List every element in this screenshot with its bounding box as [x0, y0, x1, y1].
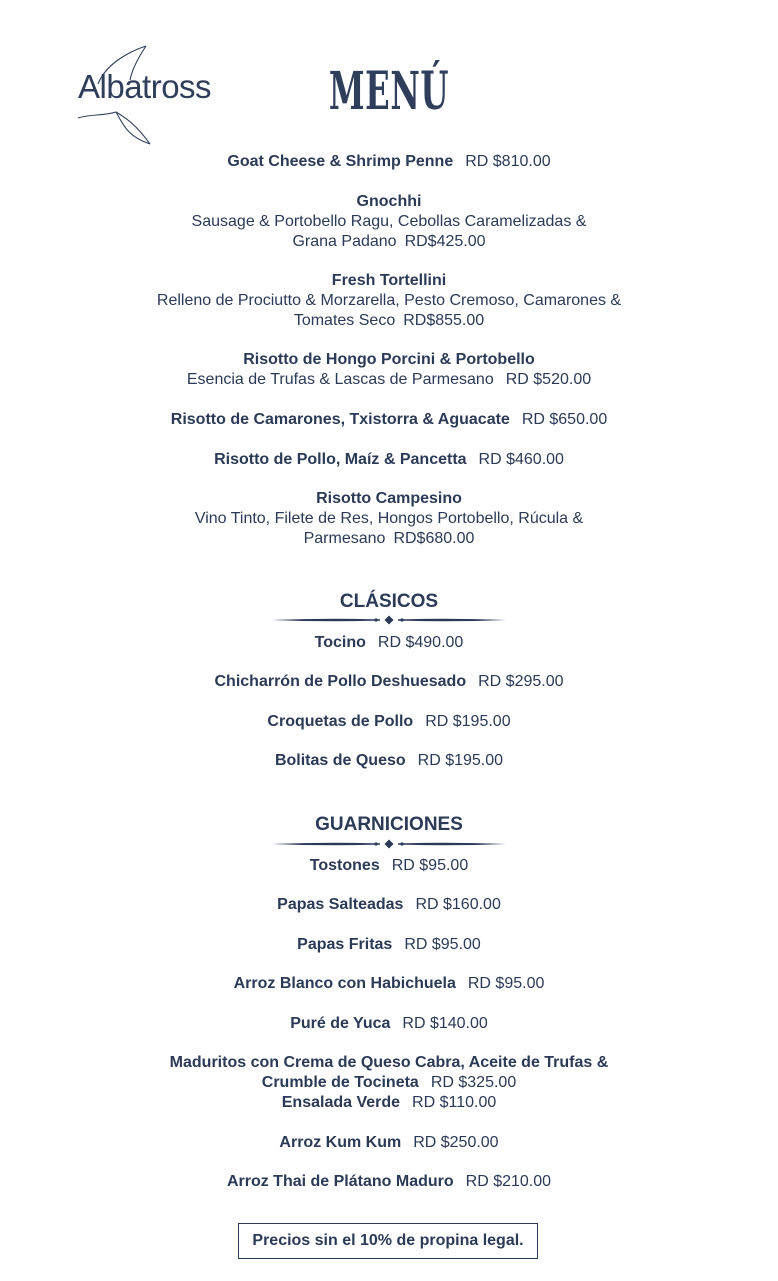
item-name: Gnochhi	[356, 193, 422, 210]
item-name: Puré de Yuca	[290, 1015, 391, 1032]
menu-item	[0, 350, 778, 390]
item-description: Esencia de Trufas & Lascas de Parmesano	[186, 371, 494, 388]
logo-wordmark: Albatross	[78, 68, 212, 105]
item-description: Relleno de Prociutto & Morzarella, Pesto Cremoso, Camarones &	[156, 292, 622, 309]
item-name: Goat Cheese & Shrimp Penne	[227, 153, 454, 170]
item-price: RD $460.00	[478, 451, 564, 468]
item-price: RD $110.00	[412, 1094, 497, 1111]
item-price: RD $325.00	[430, 1074, 517, 1091]
item-name: Tostones	[309, 857, 380, 874]
menu-item	[0, 450, 778, 470]
item-price: RD$425.00	[404, 233, 486, 250]
menu-item	[0, 974, 778, 994]
item-price: RD$680.00	[393, 530, 475, 547]
item-name: Fresh Tortellini	[331, 272, 447, 289]
section-title-clasicos: CLÁSICOS	[339, 591, 439, 612]
menu-item	[0, 410, 778, 430]
section-title-guarniciones: GUARNICIONES	[315, 814, 463, 835]
item-price: RD $140.00	[402, 1015, 488, 1032]
item-name: Papas Fritas	[297, 936, 393, 953]
item-name: Crumble de Tocineta	[261, 1074, 419, 1091]
item-price: RD $95.00	[391, 857, 469, 874]
item-name: Risotto Campesino	[316, 490, 462, 507]
item-name: Risotto de Camarones, Txistorra & Aguacate	[170, 411, 510, 428]
item-price: RD $210.00	[465, 1173, 552, 1190]
menu-item	[0, 856, 778, 876]
item-description: Vino Tinto, Filete de Res, Hongos Portobello, Rúcula &	[194, 510, 584, 527]
item-description: Tomates Seco	[293, 312, 396, 329]
item-price: RD $490.00	[377, 634, 464, 651]
item-name: Risotto de Pollo, Maíz & Pancetta	[214, 451, 467, 468]
item-price: RD $810.00	[465, 153, 551, 170]
page-title: MENÚ	[328, 61, 450, 122]
item-name: Bolitas de Queso	[274, 752, 406, 769]
menu-item	[0, 1133, 778, 1153]
item-price: RD $520.00	[505, 371, 592, 388]
item-name: Arroz Blanco con Habichuela	[233, 975, 456, 992]
menu-item	[0, 489, 778, 549]
item-name: Risotto de Hongo Porcini & Portobello	[243, 351, 535, 368]
menu-item	[0, 895, 778, 915]
menu-item	[0, 935, 778, 955]
item-name: Croquetas de Pollo	[267, 713, 414, 730]
item-name: Chicharrón de Pollo Deshuesado	[214, 673, 467, 690]
item-name: Arroz Kum Kum	[279, 1134, 402, 1151]
item-price: RD $95.00	[404, 936, 481, 953]
item-price: RD $250.00	[413, 1134, 499, 1151]
item-price: RD $95.00	[467, 975, 545, 992]
tip-notice-text: Precios sin el 10% de propina legal.	[252, 1232, 524, 1249]
menu-item	[0, 1014, 778, 1034]
menu-item	[0, 751, 778, 771]
item-description: Sausage & Portobello Ragu, Cebollas Caramelizadas &	[191, 213, 587, 230]
item-price: RD $195.00	[425, 713, 511, 730]
item-description: Grana Padano	[292, 233, 397, 250]
menu-item	[0, 192, 778, 252]
menu-item	[0, 271, 778, 331]
diamond-divider-icon	[272, 838, 506, 850]
item-price: RD$855.00	[403, 312, 485, 329]
diamond-divider-icon	[272, 614, 506, 626]
item-price: RD $295.00	[478, 673, 564, 690]
item-name: Tocino	[314, 634, 366, 651]
menu-item	[0, 1172, 778, 1192]
item-price: RD $195.00	[417, 752, 504, 769]
item-description: Parmesano	[303, 530, 386, 547]
menu-item	[0, 672, 778, 692]
item-name: Arroz Thai de Plátano Maduro	[226, 1173, 454, 1190]
item-name: Ensalada Verde	[281, 1094, 401, 1111]
menu-item	[0, 712, 778, 732]
item-name: Maduritos con Crema de Queso Cabra, Aceite de Trufas &	[169, 1054, 609, 1071]
item-price: RD $160.00	[415, 896, 501, 913]
item-price: RD $650.00	[521, 411, 608, 428]
item-name: Papas Salteadas	[277, 896, 404, 913]
menu-item	[0, 152, 778, 172]
menu-item	[0, 633, 778, 653]
menu-item	[0, 1053, 778, 1113]
tip-notice	[238, 1223, 538, 1259]
